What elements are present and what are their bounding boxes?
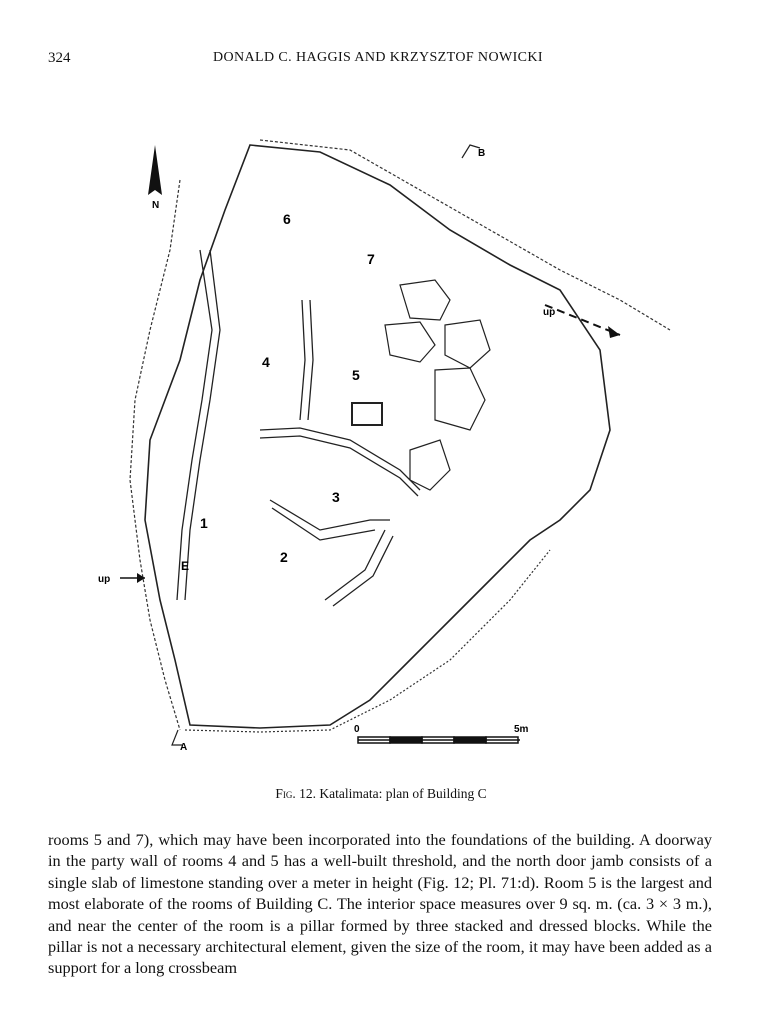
north-cliff	[260, 140, 670, 330]
room-label-2: 2	[280, 549, 288, 565]
section-label-b: B	[478, 148, 486, 159]
building-plan-drawing	[90, 100, 690, 760]
room-label-7: 7	[367, 251, 375, 267]
wall-stones	[177, 250, 420, 606]
up-label-right: up	[543, 307, 556, 318]
room-label-3: 3	[332, 489, 340, 505]
page-number: 324	[48, 50, 71, 66]
site-outline	[145, 145, 610, 728]
room-label-1: 1	[200, 515, 208, 531]
central-pillar	[352, 403, 382, 425]
page-header	[48, 50, 714, 72]
building-plan-figure	[90, 100, 690, 760]
boulders	[385, 280, 490, 490]
scale-bar	[358, 737, 520, 743]
up-label-left: up	[98, 574, 111, 585]
section-label-a: A	[180, 742, 188, 753]
body-paragraph: rooms 5 and 7), which may have been incorporated into the foundations of the building. A doorway in the party wall of rooms 4 and 5 has a well-built threshold, and the north door jamb consists of a single slab of limestone standing over a meter in height (Fig. 12; Pl. 71:d). Room 5 is the largest and most elaborate of the rooms of Building C. The interior space measures over 9 sq. m. (ca. 3 × 3 m.), and near the center of the room is a pillar formed by three stacked and dressed blocks. While the pillar is not a necessary architectural element, given the size of the room, it may have been added as a support for a long crossbeam	[48, 830, 712, 978]
caption-prefix: Fig. 12.	[275, 786, 317, 801]
north-label: N	[152, 200, 160, 211]
running-head: DONALD C. HAGGIS AND KRZYSZTOF NOWICKI	[213, 50, 543, 65]
room-label-6: 6	[283, 211, 291, 227]
scale-end-label: 5m	[514, 724, 529, 735]
south-cliff	[185, 550, 550, 732]
room-label-5: 5	[352, 367, 360, 383]
entrance-label: E	[181, 559, 190, 573]
figure-caption	[0, 786, 762, 802]
scale-start-label: 0	[354, 724, 360, 735]
room-label-4: 4	[262, 354, 270, 370]
caption-text: Katalimata: plan of Building C	[316, 786, 487, 801]
north-arrow-icon	[148, 145, 162, 195]
